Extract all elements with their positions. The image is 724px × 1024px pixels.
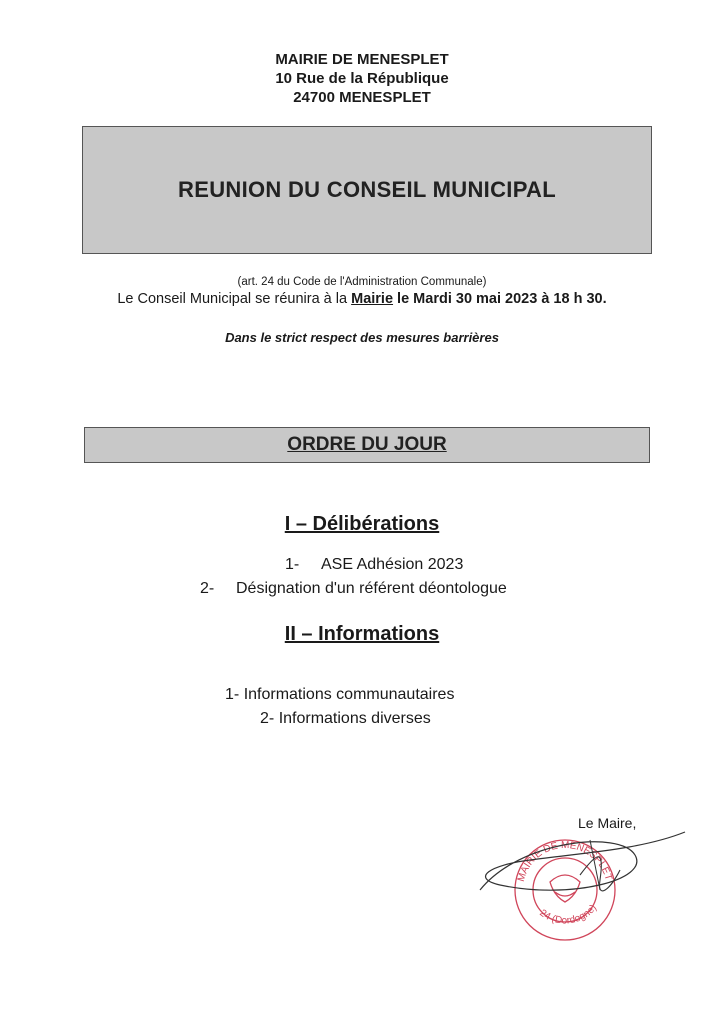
seal-text-bottom: 24 (Dordogne) — [537, 902, 600, 927]
item-text: Désignation d'un référent déontologue — [236, 580, 507, 597]
header-city: 24700 MENESPLET — [293, 89, 431, 106]
item-text: ASE Adhésion 2023 — [321, 556, 464, 573]
agenda-item — [200, 580, 507, 598]
article-reference: (art. 24 du Code de l'Administration Communale) — [237, 276, 487, 288]
seal-text-top: MAIRIE DE MENESPLET — [515, 839, 614, 883]
header-street: 10 Rue de la République — [275, 70, 449, 87]
item-number: 1- — [225, 686, 240, 703]
agenda-heading: ORDRE DU JOUR — [287, 434, 447, 455]
agenda-item — [225, 686, 454, 704]
meeting-prefix: Le Conseil Municipal se réunira à la — [117, 291, 352, 307]
header-town-hall: MAIRIE DE MENESPLET — [275, 51, 449, 68]
section-title-informations: II – Informations — [284, 623, 440, 645]
item-number: 2- — [200, 580, 215, 597]
meeting-notice — [0, 291, 724, 307]
item-number: 1- — [285, 556, 300, 573]
document-title: REUNION DU CONSEIL MUNICIPAL — [178, 177, 556, 202]
signatory-label: Le Maire, — [578, 815, 637, 831]
section-title-deliberations: I – Délibérations — [284, 513, 440, 535]
item-number: 2- — [260, 710, 275, 727]
item-text: Informations diverses — [278, 710, 431, 727]
item-text: Informations communautaires — [243, 686, 455, 703]
title-banner — [82, 126, 652, 254]
barrier-note: Dans le strict respect des mesures barrières — [225, 330, 499, 345]
agenda-item — [285, 556, 463, 574]
agenda-banner — [84, 427, 650, 463]
meeting-place: Mairie — [351, 291, 394, 307]
handwritten-signature — [460, 820, 690, 950]
agenda-item — [260, 710, 431, 728]
meeting-date: le Mardi 30 mai 2023 à 18 h 30. — [393, 291, 607, 307]
